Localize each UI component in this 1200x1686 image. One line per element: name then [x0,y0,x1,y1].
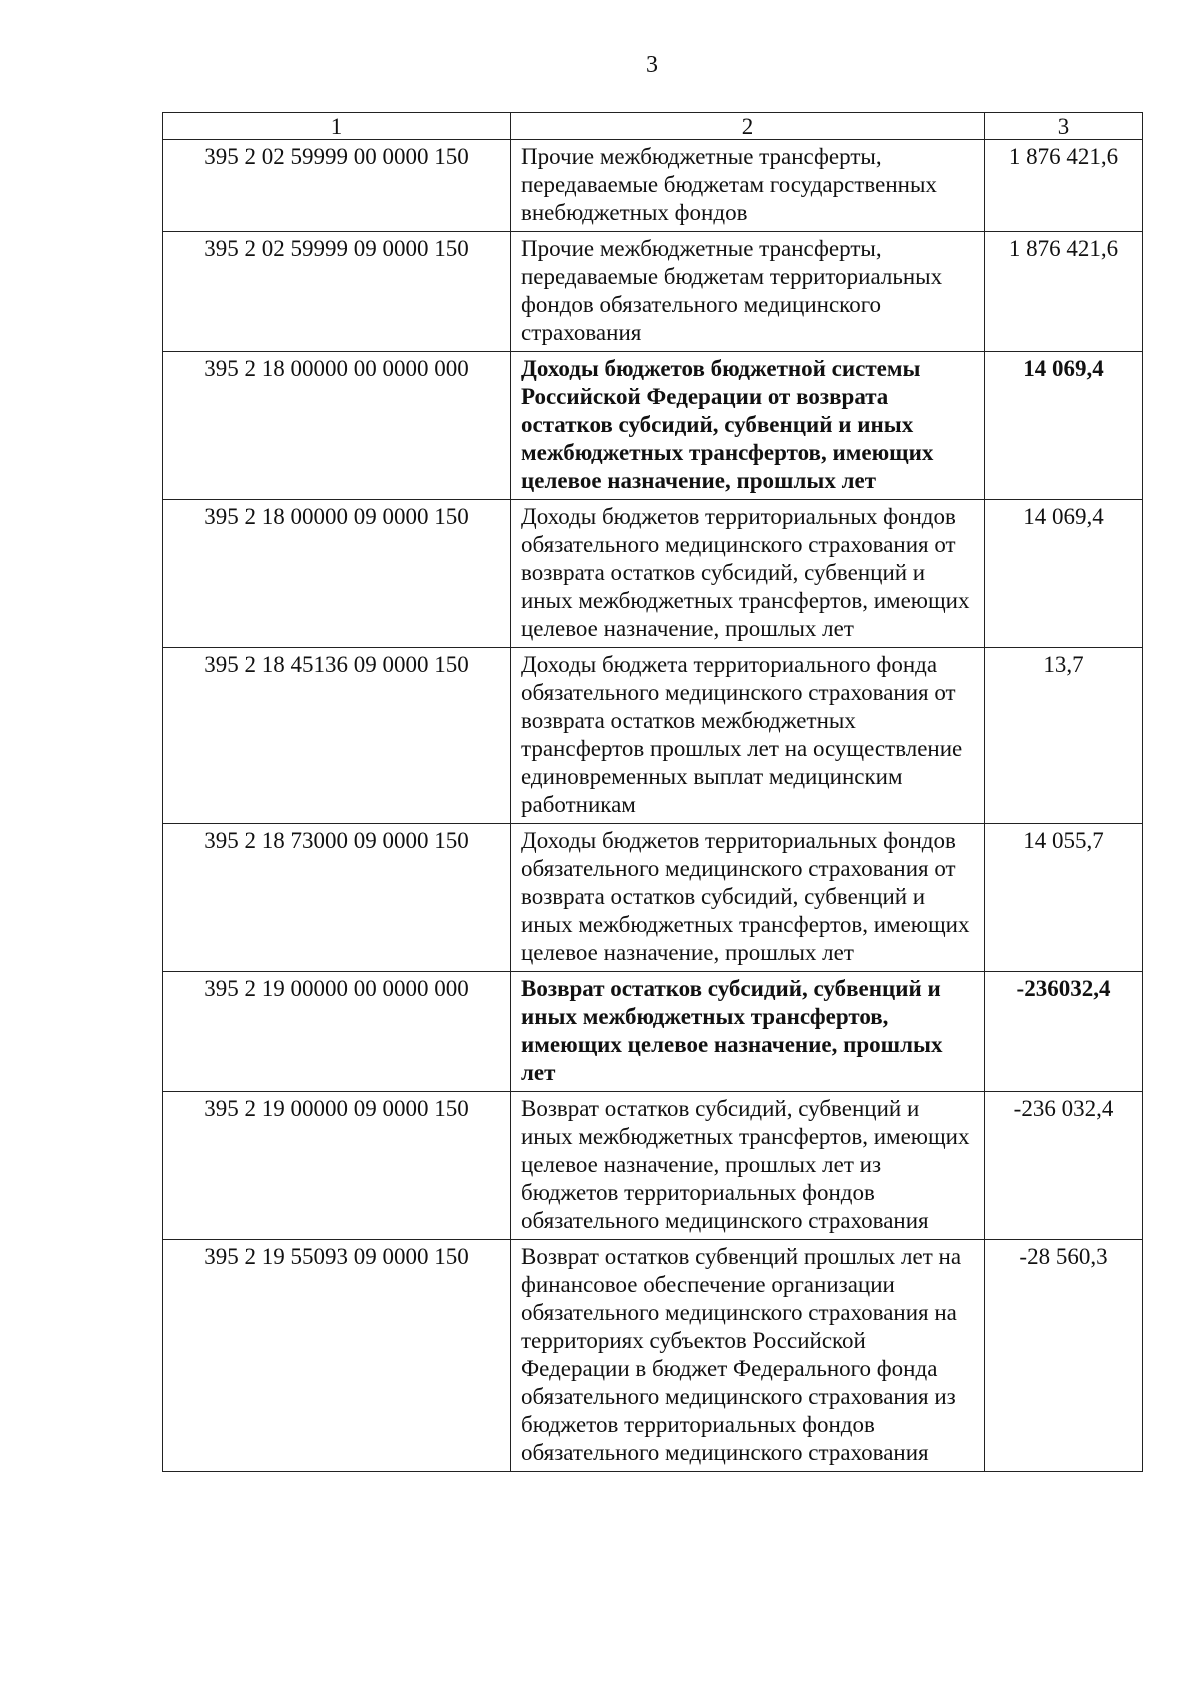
amount: -28 560,3 [985,1240,1143,1472]
budget-table [162,112,1143,1472]
amount: 14 055,7 [985,824,1143,972]
budget-code: 395 2 18 00000 00 0000 000 [163,352,511,500]
table-row [163,352,1143,500]
amount: 14 069,4 [985,352,1143,500]
budget-code: 395 2 02 59999 00 0000 150 [163,140,511,232]
table-row [163,824,1143,972]
budget-code: 395 2 02 59999 09 0000 150 [163,232,511,352]
amount: 13,7 [985,648,1143,824]
revenue-name: Доходы бюджетов бюджетной системы Российской Федерации от возврата остатков субсидий, субвенций и иных межбюджетных трансфертов, имеющих целевое назначение, прошлых лет [511,352,985,500]
amount: 1 876 421,6 [985,140,1143,232]
revenue-name: Доходы бюджетов территориальных фондов обязательного медицинского страхования от возврата остатков субсидий, субвенций и иных межбюджетных трансфертов, имеющих целевое назначение, прошлых лет [511,824,985,972]
column-header-amount: 3 [985,113,1143,140]
page-number: 3 [646,52,658,78]
amount: 14 069,4 [985,500,1143,648]
table-row [163,140,1143,232]
table-row [163,500,1143,648]
table-row [163,232,1143,352]
column-header-code: 1 [163,113,511,140]
revenue-name: Возврат остатков субсидий, субвенций и иных межбюджетных трансфертов, имеющих целевое назначение, прошлых лет [511,972,985,1092]
revenue-name: Возврат остатков субвенций прошлых лет на финансовое обеспечение организации обязательного медицинского страхования на территориях субъектов Российской Федерации в бюджет Федерального фонда обязательного медицинского страхования из бюджетов территориальных фондов обязательного медицинского страхования [511,1240,985,1472]
amount: -236032,4 [985,972,1143,1092]
table-row [163,648,1143,824]
amount: 1 876 421,6 [985,232,1143,352]
table-row [163,1240,1143,1472]
table-row [163,972,1143,1092]
budget-code: 395 2 19 00000 09 0000 150 [163,1092,511,1240]
table-header-row [163,113,1143,140]
column-header-name: 2 [511,113,985,140]
budget-code: 395 2 18 00000 09 0000 150 [163,500,511,648]
revenue-name: Доходы бюджета территориального фонда обязательного медицинского страхования от возврата остатков межбюджетных трансфертов прошлых лет на осуществление единовременных выплат медицинским работникам [511,648,985,824]
amount: -236 032,4 [985,1092,1143,1240]
revenue-name: Прочие межбюджетные трансферты, передаваемые бюджетам территориальных фондов обязательного медицинского страхования [511,232,985,352]
revenue-name: Доходы бюджетов территориальных фондов обязательного медицинского страхования от возврата остатков субсидий, субвенций и иных межбюджетных трансфертов, имеющих целевое назначение, прошлых лет [511,500,985,648]
budget-code: 395 2 18 45136 09 0000 150 [163,648,511,824]
table-row [163,1092,1143,1240]
budget-code: 395 2 19 00000 00 0000 000 [163,972,511,1092]
budget-code: 395 2 18 73000 09 0000 150 [163,824,511,972]
revenue-name: Возврат остатков субсидий, субвенций и иных межбюджетных трансфертов, имеющих целевое назначение, прошлых лет из бюджетов территориальных фондов обязательного медицинского страхования [511,1092,985,1240]
budget-code: 395 2 19 55093 09 0000 150 [163,1240,511,1472]
revenue-name: Прочие межбюджетные трансферты, передаваемые бюджетам государственных внебюджетных фондов [511,140,985,232]
